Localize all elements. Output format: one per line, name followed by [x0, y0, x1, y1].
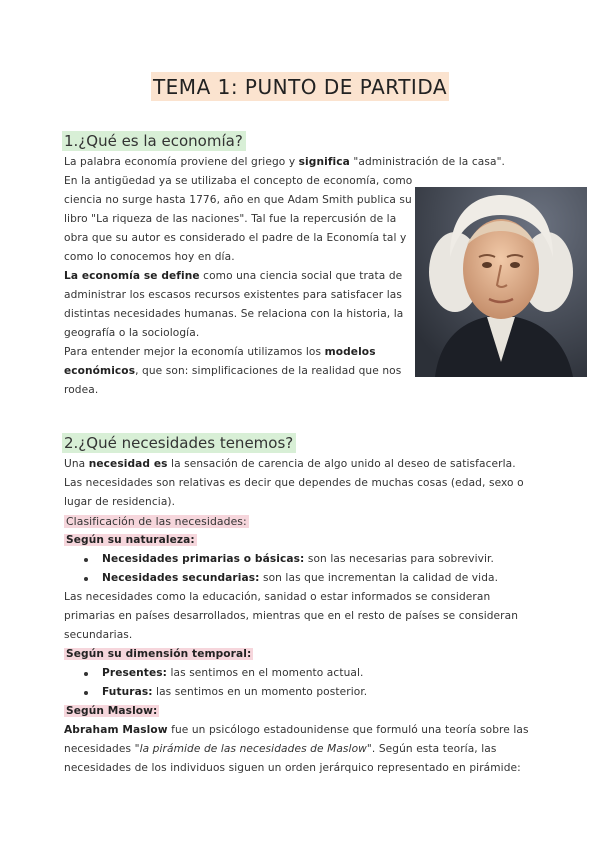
- paragraph-line: En la antigüedad ya se utilizaba el concepto de economía, como: [64, 175, 413, 187]
- paragraph-line: Las necesidades son relativas es decir que dependes de muchas cosas (edad, sexo o: [64, 477, 524, 489]
- paragraph-line: lugar de residencia).: [64, 496, 176, 508]
- paragraph-line: obra que su autor es considerado el padre de la Economía tal y: [64, 232, 407, 244]
- paragraph-line: económicos, que son: simplificaciones de la realidad que nos: [64, 365, 402, 377]
- paragraph-line: Para entender mejor la economía utilizamos los modelos: [64, 346, 376, 358]
- nature-label: Según su naturaleza:: [66, 534, 195, 546]
- list-item: Necesidades secundarias: son las que incrementan la calidad de vida.: [64, 569, 529, 588]
- paragraph-line: geografía o la sociología.: [64, 327, 200, 339]
- paragraph-line: libro "La riqueza de las naciones". Tal fue la repercusión de la: [64, 213, 397, 225]
- paragraph-line: distintas necesidades humanas. Se relaciona con la historia, la: [64, 308, 404, 320]
- section2-body: [64, 455, 529, 778]
- temporal-list: [64, 664, 529, 702]
- paragraph-line: necesidades "la pirámide de las necesidades de Maslow". Según esta teoría, las: [64, 743, 497, 755]
- paragraph-line: secundarias.: [64, 629, 133, 641]
- classification-heading: Clasificación de las necesidades:: [66, 515, 247, 528]
- adam-smith-portrait: [415, 187, 587, 377]
- paragraph-line: Abraham Maslow fue un psicólogo estadounidense que formuló una teoría sobre las: [64, 724, 529, 736]
- paragraph-line: rodea.: [64, 384, 99, 396]
- paragraph-line: necesidades de los individuos siguen un orden jerárquico representado en pirámide:: [64, 762, 521, 774]
- temporal-label: Según su dimensión temporal:: [66, 648, 252, 660]
- paragraph-line: ciencia no surge hasta 1776, año en que Adam Smith publica su: [64, 194, 412, 206]
- paragraph-line: Una necesidad es la sensación de carencia de algo unido al deseo de satisfacerla.: [64, 458, 516, 470]
- maslow-label: Según Maslow:: [66, 705, 158, 717]
- paragraph-line: La palabra economía proviene del griego y significa "administración de la casa".: [64, 156, 506, 168]
- list-item: Futuras: las sentimos en un momento posterior.: [64, 683, 529, 702]
- list-item: Necesidades primarias o básicas: son las necesarias para sobrevivir.: [64, 550, 529, 569]
- paragraph-line: primarias en países desarrollados, mientras que en el resto de países se consideran: [64, 610, 519, 622]
- page-title: TEMA 1: PUNTO DE PARTIDA: [151, 72, 449, 101]
- section-heading-economia: 1.¿Qué es la economía?: [62, 131, 246, 151]
- nature-list: [64, 550, 529, 588]
- paragraph-line: Las necesidades como la educación, sanidad o estar informados se consideran: [64, 591, 491, 603]
- section-heading-necesidades: 2.¿Qué necesidades tenemos?: [62, 433, 296, 453]
- paragraph-line: como lo conocemos hoy en día.: [64, 251, 235, 263]
- paragraph-line: La economía se define como una ciencia social que trata de: [64, 270, 403, 282]
- paragraph-line: administrar los escasos recursos existentes para satisfacer las: [64, 289, 402, 301]
- list-item: Presentes: las sentimos en el momento actual.: [64, 664, 529, 683]
